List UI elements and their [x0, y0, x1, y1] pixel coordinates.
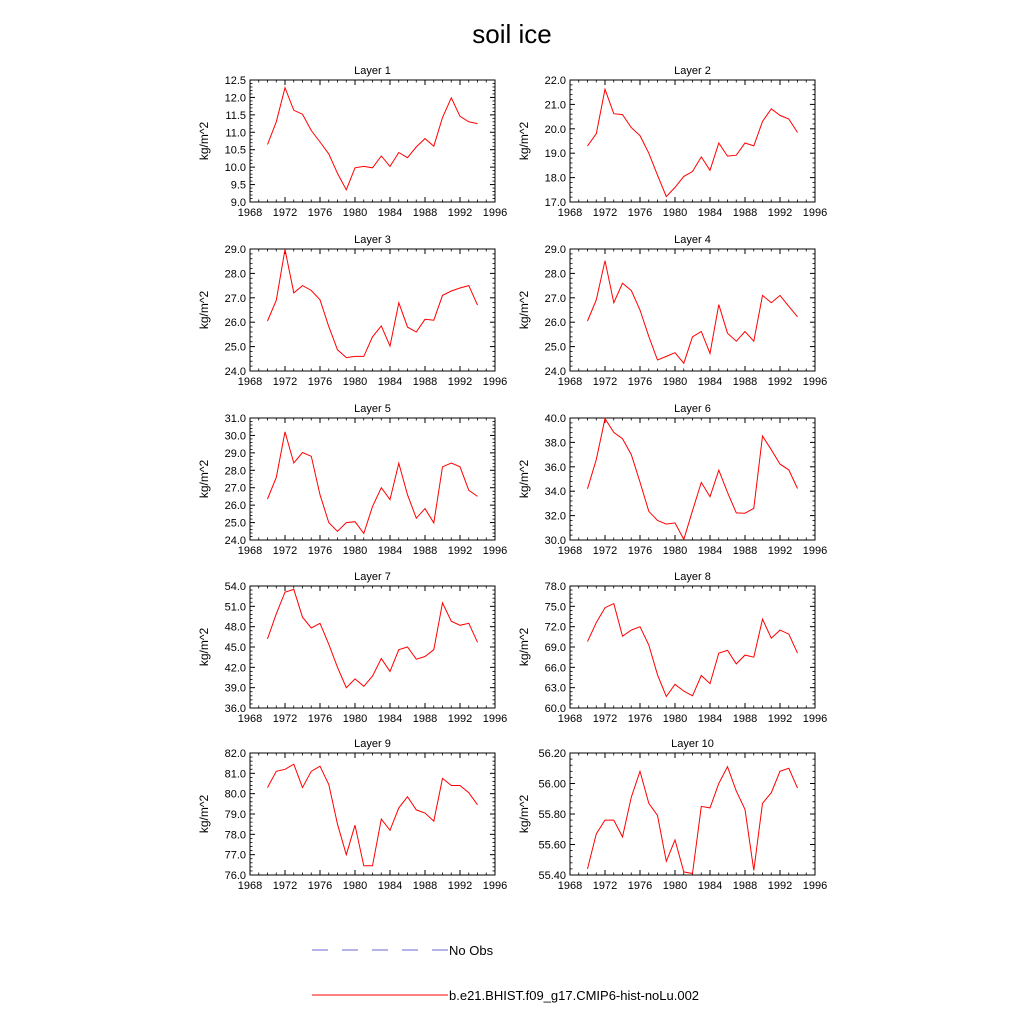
x-tick-label: 1968	[237, 880, 263, 892]
y-tick-label: 29.0	[224, 447, 246, 460]
x-tick-label: 1996	[802, 376, 828, 388]
y-tick-label: 27.0	[224, 292, 246, 305]
x-tick-label: 1980	[662, 207, 688, 219]
series-line	[268, 88, 478, 190]
panel-title: Layer 10	[671, 738, 714, 750]
x-tick-label: 1980	[342, 545, 368, 557]
y-tick-label: 22.0	[544, 75, 566, 87]
x-tick-label: 1992	[447, 207, 473, 219]
y-axis-label: kg/m^2	[197, 121, 211, 161]
panel-5	[197, 403, 507, 557]
y-axis-label: kg/m^2	[517, 121, 531, 161]
x-tick-label: 1972	[592, 545, 618, 557]
y-tick-label: 25.0	[224, 517, 246, 530]
x-tick-label: 1980	[342, 880, 368, 892]
panel-1	[197, 65, 507, 219]
series-line	[588, 419, 798, 540]
y-tick-label: 28.0	[224, 465, 246, 478]
series-line	[588, 89, 798, 196]
y-tick-label: 32.0	[544, 510, 566, 523]
y-tick-label: 27.0	[224, 482, 246, 495]
x-tick-label: 1988	[732, 376, 758, 388]
y-tick-label: 9.5	[230, 179, 246, 192]
y-tick-label: 26.0	[544, 317, 566, 330]
x-tick-label: 1976	[307, 713, 333, 725]
y-tick-label: 79.0	[224, 809, 246, 821]
x-tick-label: 1968	[557, 880, 583, 892]
y-tick-label: 21.0	[544, 99, 566, 112]
series-line	[268, 764, 478, 866]
x-tick-label: 1980	[662, 880, 688, 892]
x-tick-label: 1968	[557, 207, 583, 219]
x-tick-label: 1984	[697, 207, 723, 219]
y-tick-label: 38.0	[544, 437, 566, 450]
y-tick-label: 20.0	[544, 123, 566, 136]
panel-2	[517, 65, 827, 219]
panel-title: Layer 6	[674, 403, 711, 415]
x-tick-label: 1992	[447, 880, 473, 892]
y-tick-label: 75.0	[544, 601, 566, 614]
panel-title: Layer 9	[354, 738, 391, 750]
y-tick-label: 10.0	[224, 162, 246, 175]
y-tick-label: 28.0	[224, 268, 246, 281]
y-tick-label: 55.80	[538, 809, 566, 821]
x-tick-label: 1976	[627, 207, 653, 219]
x-tick-label: 1992	[447, 376, 473, 388]
series-line	[588, 767, 798, 874]
legend	[312, 943, 699, 1003]
x-tick-label: 1992	[767, 880, 793, 892]
y-tick-label: 18.0	[544, 172, 566, 185]
x-tick-label: 1996	[802, 713, 828, 725]
panels	[197, 65, 827, 892]
panel-title: Layer 5	[354, 403, 391, 415]
x-tick-label: 1988	[412, 545, 438, 557]
y-axis-label: kg/m^2	[197, 627, 211, 667]
x-tick-label: 1976	[307, 207, 333, 219]
plot-frame	[250, 249, 495, 371]
panel-title: Layer 3	[354, 234, 391, 246]
panel-10	[517, 738, 827, 892]
y-tick-label: 19.0	[544, 148, 566, 161]
y-tick-label: 31.0	[224, 413, 246, 425]
series-line	[268, 250, 478, 358]
plot-frame	[250, 80, 495, 202]
y-tick-label: 12.5	[224, 75, 246, 87]
plot-frame	[250, 753, 495, 875]
x-tick-label: 1976	[307, 880, 333, 892]
x-tick-label: 1980	[662, 376, 688, 388]
x-tick-label: 1972	[592, 713, 618, 725]
x-tick-label: 1968	[237, 545, 263, 557]
x-tick-label: 1972	[592, 376, 618, 388]
x-tick-label: 1968	[237, 207, 263, 219]
y-tick-label: 56.00	[538, 778, 566, 791]
series-line	[588, 604, 798, 697]
x-tick-label: 1972	[272, 207, 298, 219]
y-tick-label: 69.0	[544, 642, 566, 654]
y-tick-label: 78.0	[544, 581, 566, 593]
y-tick-label: 45.0	[224, 642, 246, 654]
panel-4	[517, 234, 827, 388]
y-tick-label: 26.0	[224, 500, 246, 513]
x-tick-label: 1984	[377, 376, 403, 388]
x-tick-label: 1996	[802, 545, 828, 557]
x-tick-label: 1996	[482, 880, 508, 892]
y-tick-label: 24.0	[544, 366, 566, 378]
y-tick-label: 28.0	[544, 268, 566, 281]
x-tick-label: 1992	[447, 545, 473, 557]
series-line	[268, 432, 478, 534]
y-tick-label: 10.5	[224, 144, 246, 157]
x-tick-label: 1988	[732, 207, 758, 219]
x-tick-label: 1996	[482, 376, 508, 388]
x-tick-label: 1972	[272, 545, 298, 557]
y-tick-label: 25.0	[224, 341, 246, 354]
y-tick-label: 72.0	[544, 621, 566, 634]
x-tick-label: 1980	[342, 376, 368, 388]
y-tick-label: 76.0	[224, 870, 246, 882]
x-tick-label: 1996	[482, 207, 508, 219]
y-tick-label: 48.0	[224, 621, 246, 634]
x-tick-label: 1980	[662, 713, 688, 725]
y-tick-label: 55.40	[538, 870, 566, 882]
y-tick-label: 60.0	[544, 703, 566, 715]
x-tick-label: 1972	[272, 713, 298, 725]
y-tick-label: 40.0	[544, 413, 566, 425]
y-tick-label: 17.0	[544, 197, 566, 209]
y-tick-label: 25.0	[544, 341, 566, 354]
x-tick-label: 1980	[342, 713, 368, 725]
x-tick-label: 1988	[412, 880, 438, 892]
panel-title: Layer 8	[674, 571, 711, 583]
x-tick-label: 1972	[272, 880, 298, 892]
y-tick-label: 63.0	[544, 682, 566, 695]
x-tick-label: 1996	[482, 545, 508, 557]
y-tick-label: 80.0	[224, 788, 246, 801]
x-tick-label: 1988	[412, 376, 438, 388]
x-tick-label: 1968	[557, 376, 583, 388]
x-tick-label: 1984	[697, 376, 723, 388]
x-tick-label: 1992	[767, 713, 793, 725]
y-tick-label: 29.0	[544, 244, 566, 256]
x-tick-label: 1992	[767, 376, 793, 388]
y-tick-label: 30.0	[544, 535, 566, 547]
x-tick-label: 1972	[272, 376, 298, 388]
y-tick-label: 39.0	[224, 682, 246, 695]
x-tick-label: 1988	[412, 713, 438, 725]
y-tick-label: 9.0	[230, 197, 246, 209]
series-line	[268, 589, 478, 687]
x-tick-label: 1988	[732, 713, 758, 725]
y-tick-label: 11.0	[225, 127, 246, 140]
x-tick-label: 1984	[377, 713, 403, 725]
x-tick-label: 1972	[592, 207, 618, 219]
panel-8	[517, 571, 827, 725]
plot-frame	[570, 80, 815, 202]
y-axis-label: kg/m^2	[197, 459, 211, 499]
plot-frame	[250, 586, 495, 708]
y-tick-label: 66.0	[544, 662, 566, 675]
y-tick-label: 26.0	[224, 317, 246, 330]
x-tick-label: 1992	[447, 713, 473, 725]
x-tick-label: 1988	[732, 545, 758, 557]
x-tick-label: 1984	[697, 713, 723, 725]
x-tick-label: 1996	[802, 880, 828, 892]
y-axis-label: kg/m^2	[197, 290, 211, 330]
x-tick-label: 1968	[237, 376, 263, 388]
x-tick-label: 1976	[627, 880, 653, 892]
plot-frame	[570, 586, 815, 708]
x-tick-label: 1968	[237, 713, 263, 725]
x-tick-label: 1968	[557, 713, 583, 725]
panel-title: Layer 7	[354, 571, 391, 583]
x-tick-label: 1988	[412, 207, 438, 219]
y-axis-label: kg/m^2	[517, 459, 531, 499]
y-tick-label: 11.5	[225, 109, 246, 122]
y-tick-label: 82.0	[224, 748, 246, 760]
y-tick-label: 51.0	[224, 601, 246, 614]
x-tick-label: 1980	[342, 207, 368, 219]
x-tick-label: 1984	[377, 545, 403, 557]
y-tick-label: 34.0	[544, 486, 566, 499]
y-tick-label: 36.0	[544, 461, 566, 474]
y-tick-label: 24.0	[224, 535, 246, 547]
panel-6	[517, 403, 827, 557]
y-tick-label: 78.0	[224, 829, 246, 842]
y-tick-label: 29.0	[224, 244, 246, 256]
panel-title: Layer 1	[354, 65, 391, 77]
y-tick-label: 27.0	[544, 292, 566, 305]
x-tick-label: 1976	[627, 545, 653, 557]
y-axis-label: kg/m^2	[197, 794, 211, 834]
y-tick-label: 54.0	[224, 581, 246, 593]
x-tick-label: 1976	[307, 545, 333, 557]
series-line	[588, 261, 798, 364]
legend-model-label: b.e21.BHIST.f09_g17.CMIP6-hist-noLu.002	[449, 988, 700, 1003]
y-tick-label: 42.0	[224, 662, 246, 675]
panel-7	[197, 571, 507, 725]
x-tick-label: 1992	[767, 207, 793, 219]
y-tick-label: 77.0	[224, 849, 246, 862]
x-tick-label: 1984	[697, 880, 723, 892]
x-tick-label: 1976	[307, 376, 333, 388]
y-tick-label: 12.0	[224, 92, 246, 105]
x-tick-label: 1992	[767, 545, 793, 557]
panel-title: Layer 4	[674, 234, 711, 246]
y-axis-label: kg/m^2	[517, 627, 531, 667]
panel-title: Layer 2	[674, 65, 711, 77]
panel-3	[197, 234, 507, 388]
panel-9	[197, 738, 507, 892]
x-tick-label: 1996	[802, 207, 828, 219]
x-tick-label: 1984	[697, 545, 723, 557]
plot-frame	[570, 753, 815, 875]
x-tick-label: 1984	[377, 207, 403, 219]
plot-frame	[570, 418, 815, 540]
y-tick-label: 55.60	[538, 839, 566, 852]
y-axis-label: kg/m^2	[517, 794, 531, 834]
y-tick-label: 81.0	[224, 768, 246, 781]
legend-obs-label: No Obs	[449, 943, 494, 958]
y-axis-label: kg/m^2	[517, 290, 531, 330]
x-tick-label: 1996	[482, 713, 508, 725]
x-tick-label: 1980	[662, 545, 688, 557]
x-tick-label: 1988	[732, 880, 758, 892]
y-tick-label: 36.0	[224, 703, 246, 715]
y-tick-label: 24.0	[224, 366, 246, 378]
x-tick-label: 1976	[627, 376, 653, 388]
y-tick-label: 30.0	[224, 430, 246, 443]
figure-title: soil ice	[472, 19, 552, 49]
x-tick-label: 1984	[377, 880, 403, 892]
x-tick-label: 1976	[627, 713, 653, 725]
x-tick-label: 1972	[592, 880, 618, 892]
x-tick-label: 1968	[557, 545, 583, 557]
y-tick-label: 56.20	[538, 748, 566, 760]
